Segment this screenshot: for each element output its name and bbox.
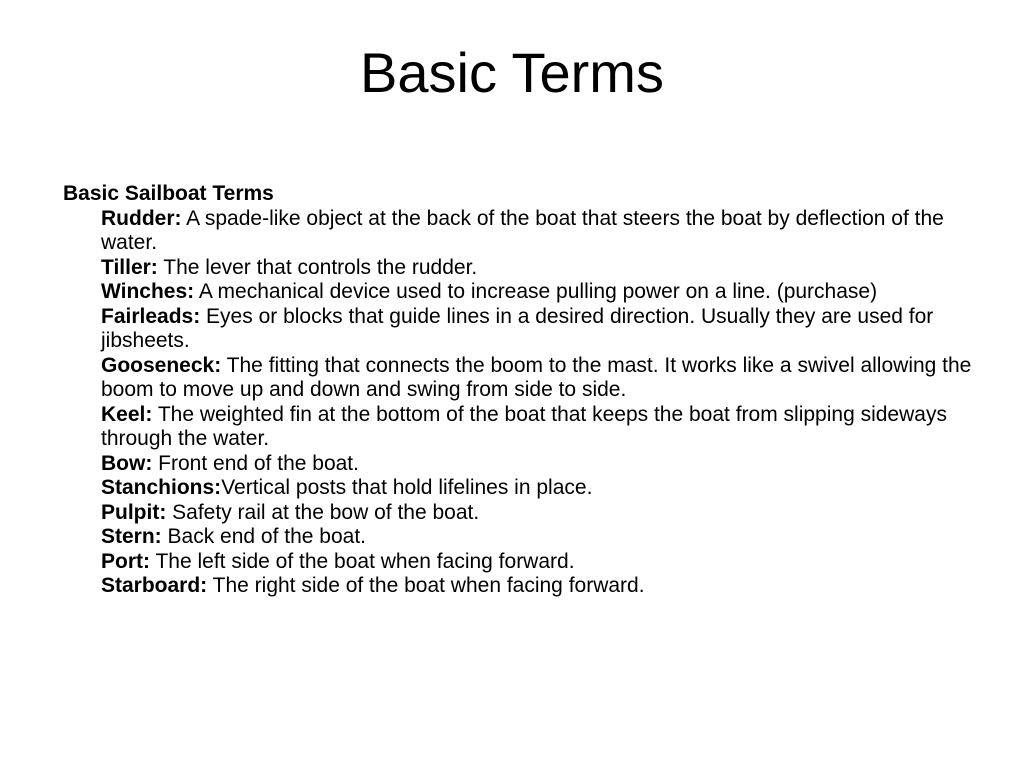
term-definition: A mechanical device used to increase pulling power on a line. (purchase) xyxy=(194,280,878,303)
slide-body xyxy=(63,182,973,599)
term-definition: The fitting that connects the boom to the mast. It works like a swivel allowing the boom to move up and down and swing from side to side. xyxy=(101,353,972,401)
slide-title: Basic Terms xyxy=(360,41,664,104)
term-definition: Safety rail at the bow of the boat. xyxy=(166,500,480,524)
term-name: Stanchions: xyxy=(101,476,222,499)
term-definition: Eyes or blocks that guide lines in a desired direction. Usually they are used for jibsheets. xyxy=(101,304,934,352)
term-name: Pulpit: xyxy=(101,500,167,524)
term-name: Fairleads: xyxy=(101,304,201,328)
term-item-winches xyxy=(101,280,973,305)
term-item-port xyxy=(101,550,973,575)
term-name: Bow: xyxy=(101,451,153,475)
term-definition: Vertical posts that hold lifelines in place. xyxy=(221,476,593,499)
term-item-stern xyxy=(101,525,973,550)
term-name: Port: xyxy=(101,549,150,573)
term-item-starboard xyxy=(101,574,973,599)
term-name: Tiller: xyxy=(101,255,158,279)
term-name: Rudder: xyxy=(101,206,182,230)
term-name: Stern: xyxy=(101,525,162,548)
term-item-fairleads xyxy=(101,305,973,354)
term-item-tiller xyxy=(101,256,973,281)
term-definition: Front end of the boat. xyxy=(152,451,359,475)
term-item-pulpit xyxy=(101,501,973,526)
term-definition: The left side of the boat when facing forward. xyxy=(150,549,575,573)
term-name: Winches: xyxy=(101,280,195,303)
term-definition: The right side of the boat when facing forward. xyxy=(207,574,645,597)
term-item-bow xyxy=(101,452,973,477)
term-definition: Back end of the boat. xyxy=(161,525,366,548)
term-list xyxy=(63,207,973,599)
section-heading: Basic Sailboat Terms xyxy=(63,182,274,205)
term-definition: A spade-like object at the back of the boat that steers the boat by deflection of the water. xyxy=(101,206,944,254)
term-name: Gooseneck: xyxy=(101,353,222,377)
term-item-keel xyxy=(101,403,973,452)
term-item-gooseneck xyxy=(101,354,973,403)
term-definition: The lever that controls the rudder. xyxy=(157,255,478,279)
term-item-stanchions xyxy=(101,476,973,501)
term-definition: The weighted fin at the bottom of the boat that keeps the boat from slipping sideways through the water. xyxy=(101,402,947,450)
term-item-rudder xyxy=(101,207,973,256)
term-name: Keel: xyxy=(101,402,153,426)
term-name: Starboard: xyxy=(101,574,208,597)
